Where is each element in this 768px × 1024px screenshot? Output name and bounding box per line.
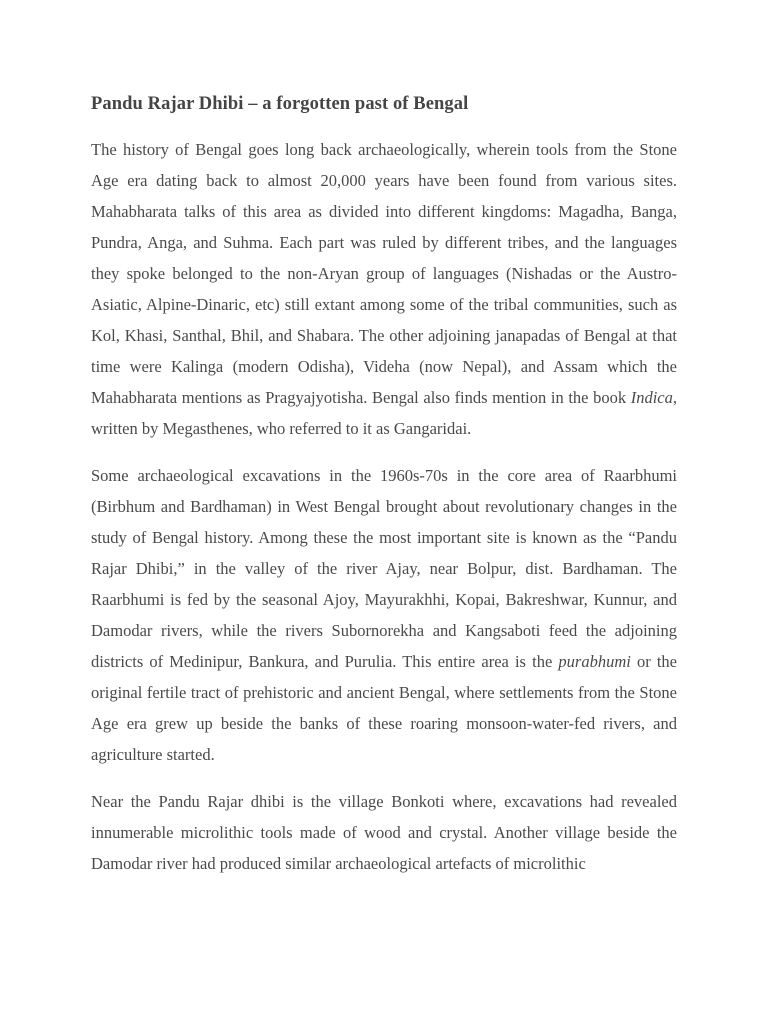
paragraph-text: The history of Bengal goes long back archaeologically, wherein tools from the Stone Age era dating back to almost 20,000 years have been found from various sites. Mahabharata talks of this area as divided into different kingdoms: Magadha, Banga, Pundra, Anga, and Suhma. Each part was ruled by different tribes, and the languages they spoke belonged to the non-Aryan group of languages (Nishadas or the Austro-Asiatic, Alpine-Dinaric, etc) still extant among some of the tribal communities, such as Kol, Khasi, Santhal, Bhil, and Shabara. The other adjoining janapadas of Bengal at that time were Kalinga (modern Odisha), Videha (now Nepal), and Assam which the Mahabharata mentions as Pragyajyotisha. Bengal also finds mention in the book	[91, 140, 677, 407]
paragraph-text: Some archaeological excavations in the 1960s-70s in the core area of Raarbhumi (Birbhum and Bardhaman) in West Bengal brought about revolutionary changes in the study of Bengal history. Among these the most important site is known as the “Pandu Rajar Dhibi,” in the valley of the river Ajay, near Bolpur, dist. Bardhaman. The Raarbhumi is fed by the seasonal Ajoy, Mayurakhhi, Kopai, Bakreshwar, Kunnur, and Damodar rivers, while the rivers Subornorekha and Kangsaboti feed the adjoining districts of Medinipur, Bankura, and Purulia. This entire area is the	[91, 466, 677, 671]
paragraph-text: Near the Pandu Rajar dhibi is the village Bonkoti where, excavations had revealed innumerable microlithic tools made of wood and crystal. Another village beside the Damodar river had produced similar archaeological artefacts of microlithic	[91, 792, 677, 873]
document-title: Pandu Rajar Dhibi – a forgotten past of Bengal	[91, 94, 469, 114]
paragraph-archaeological-excavations	[91, 460, 677, 770]
book-title-indica: Indica	[630, 388, 673, 407]
term-purabhumi: purabhumi	[558, 652, 631, 671]
paragraph-history-of-bengal	[91, 134, 677, 444]
paragraph-text: or the original fertile tract of prehistoric and ancient Bengal, where settlements from the Stone Age era grew up beside the banks of these roaring monsoon-water-fed rivers, and agriculture started.	[91, 652, 677, 764]
paragraph-text: , written by Megasthenes, who referred to it as Gangaridai.	[91, 388, 677, 438]
paragraph-bonkoti-village	[91, 786, 677, 879]
